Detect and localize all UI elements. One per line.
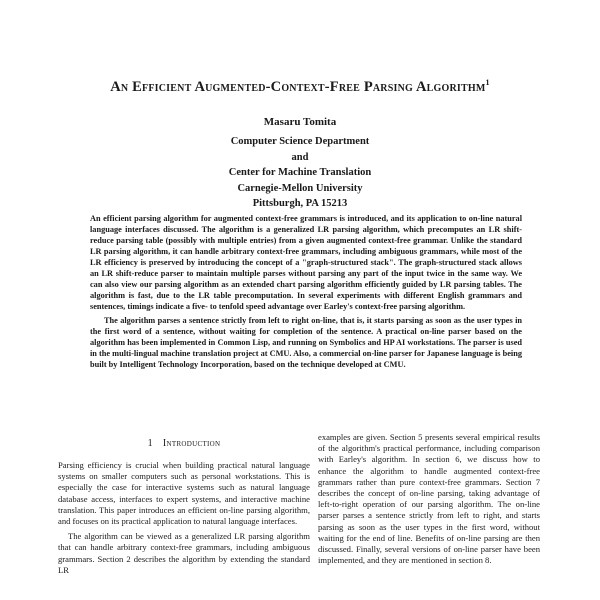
affiliation-line: and xyxy=(291,151,309,163)
body-paragraph: The algorithm can be viewed as a generalized LR parsing algorithm that can handle arbitrary context-free grammars, including ambiguous grammars. Section 2 describes the algorithm by extending the standard LR xyxy=(58,531,310,575)
author-name: Masaru Tomita xyxy=(263,116,337,128)
affiliation-line: Pittsburgh, PA 15213 xyxy=(252,198,348,210)
body-column-left xyxy=(58,460,310,600)
body-column-right xyxy=(318,432,540,600)
affiliation-block xyxy=(0,134,600,212)
body-paragraph: examples are given. Section 5 presents several empirical results of the algorithm's practical performance, including comparison with Earley's algorithm. In section 6, we discuss how to enhance the algorithm to handle augmented context-free grammars rather than pure context-free grammars. Section 7 describes the concept of on-line parsing, taking advantage of left-to-right operation of our parsing algorithm. The on-line parser parses a sentence strictly from left to right, and starts parsing as soon as the user types in the first word, without waiting for the end of line. Benefits of on-line parsing are then discussed. Finally, several versions of on-line parser have been implemented, and they are mentioned in section 8. xyxy=(318,432,540,566)
paper-title: An Efficient Augmented-Context-Free Parsing Algorithm$^1$ xyxy=(110,78,490,95)
abstract xyxy=(90,213,522,370)
body-paragraph: Parsing efficiency is crucial when building practical natural language systems on smaller computers such as personal workstations. This is especially the case for interactive systems such as natural language database access, interfaces to expert systems, and interactive machine translation. This paper introduces an efficient on-line parsing algorithm, and focuses on its practical application to natural language interfaces. xyxy=(58,460,310,527)
abstract-paragraph: The algorithm parses a sentence strictly from left to right on-line, that is, it starts parsing as soon as the user types in the first word of a sentence, without waiting for completion of the sentence. A practical on-line parser based on the algorithm has been implemented in Common Lisp, and running on Symbolics and HP AI workstations. The parser is used in the multi-lingual machine translation project at CMU. Also, a commercial on-line parser for Japanese language is being built by Intelligent Technology Incorporation, based on the technique developed at CMU. xyxy=(90,316,522,369)
section-title: Introduction xyxy=(162,438,221,449)
affiliation-line: Computer Science Department xyxy=(230,136,370,147)
abstract-paragraph: An efficient parsing algorithm for augmented context-free grammars is introduced, and its application to on-line natural language interfaces discussed. The algorithm is a generalized LR parsing algorithm, which precomputes an LR shift-reduce parsing table (possibly with multiple entries) from a given augmented context-free grammar. Unlike the standard LR parsing algorithm, it can handle arbitrary context-free grammars, including ambiguous grammars, while most of the LR efficiency is preserved by introducing the concept of a "graph-structured stack". The graph-structured stack allows an LR shift-reduce parser to maintain multiple parses without parsing any part of the input twice in the same way. We can also view our parsing algorithm as an extended chart parsing algorithm efficiently guided by LR parsing tables. The algorithm is fast, due to the LR table precomputation. In several experiments with different English grammars and sentences, timings indicate a five- to tenfold speed advantage over Earley's context-free parsing algorithm. xyxy=(90,214,522,311)
title-footnote-marker: 1 xyxy=(485,78,490,87)
section-number: 1 xyxy=(147,438,153,449)
section-heading xyxy=(58,438,310,449)
affiliation-line: Center for Machine Translation xyxy=(228,167,372,179)
affiliation-line: Carnegie-Mellon University xyxy=(237,182,363,194)
